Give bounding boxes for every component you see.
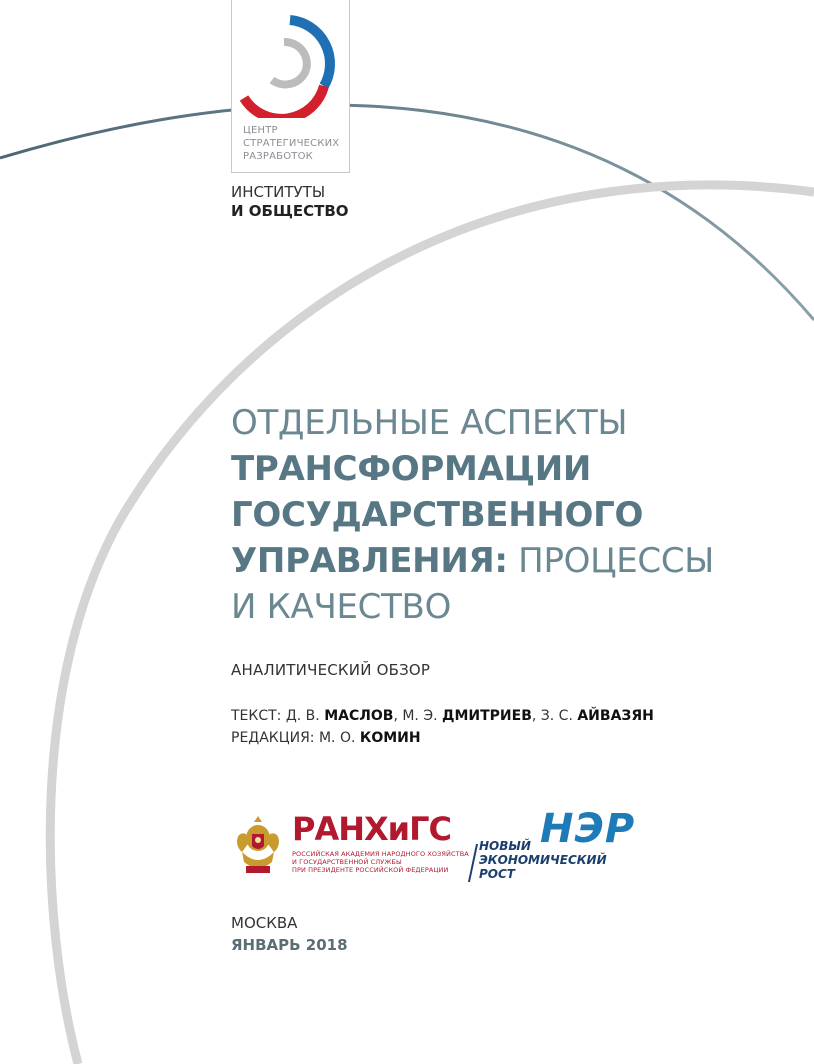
series-line-2: И ОБЩЕСТВО bbox=[231, 202, 349, 220]
editor-label: РЕДАКЦИЯ: М. О. bbox=[231, 730, 360, 746]
title-line-2: ТРАНСФОРМАЦИИ bbox=[231, 449, 592, 489]
ner-word: НОВЫЙ bbox=[479, 839, 531, 853]
ranepa-name: РАНХиГС bbox=[292, 810, 451, 848]
title-line-4-bold: УПРАВЛЕНИЯ: bbox=[231, 541, 508, 581]
author2-name: ДМИТРИЕВ bbox=[442, 708, 532, 724]
ner-divider bbox=[468, 844, 478, 882]
author1-name: МАСЛОВ bbox=[324, 708, 394, 724]
authors-line bbox=[231, 705, 654, 727]
csr-logo-line: СТРАТЕГИЧЕСКИХ bbox=[243, 138, 340, 149]
title-line-3: ГОСУДАРСТВЕННОГО bbox=[231, 495, 644, 535]
ranepa-eagle-emblem-icon bbox=[232, 812, 284, 878]
title-line-4-light: ПРОЦЕССЫ bbox=[507, 541, 714, 581]
thin-arc bbox=[0, 105, 814, 320]
ner-abbr: НЭР bbox=[540, 806, 636, 852]
series-label bbox=[231, 183, 349, 221]
author-separator: , З. С. bbox=[531, 708, 578, 724]
title-line-5: И КАЧЕСТВО bbox=[231, 587, 452, 627]
title-line-4 bbox=[231, 538, 714, 584]
editor-name: КОМИН bbox=[359, 730, 421, 746]
title-line-1: ОТДЕЛЬНЫЕ АСПЕКТЫ bbox=[231, 403, 628, 443]
document-subtitle: АНАЛИТИЧЕСКИЙ ОБЗОР bbox=[231, 661, 431, 679]
credits bbox=[231, 705, 654, 749]
csr-arc-logo-icon bbox=[232, 8, 349, 118]
ranepa-sub-line: РОССИЙСКАЯ АКАДЕМИЯ НАРОДНОГО ХОЗЯЙСТВА bbox=[292, 850, 469, 858]
series-line-1: ИНСТИТУТЫ bbox=[231, 183, 326, 201]
editor-line bbox=[231, 727, 654, 749]
author-separator: , М. Э. bbox=[393, 708, 442, 724]
ner-logo bbox=[466, 806, 646, 885]
csr-logo-line: РАЗРАБОТОК bbox=[243, 151, 313, 162]
author1-initials: Д. В. bbox=[285, 708, 325, 724]
ranepa-subtitle bbox=[292, 850, 469, 874]
csr-logo-line: ЦЕНТР bbox=[243, 125, 278, 136]
publication-date: ЯНВАРЬ 2018 bbox=[231, 936, 348, 954]
csr-logo-text bbox=[243, 124, 339, 163]
ner-words bbox=[479, 839, 607, 881]
csr-logo bbox=[231, 0, 350, 173]
document-title bbox=[231, 400, 714, 630]
ner-word: РОСТ bbox=[479, 867, 515, 881]
ranepa-sub-line: ПРИ ПРЕЗИДЕНТЕ РОССИЙСКОЙ ФЕДЕРАЦИИ bbox=[292, 866, 449, 874]
publication-city: МОСКВА bbox=[231, 914, 298, 932]
ranepa-sub-line: И ГОСУДАРСТВЕННОЙ СЛУЖБЫ bbox=[292, 858, 402, 866]
ner-word: ЭКОНОМИЧЕСКИЙ bbox=[479, 853, 607, 867]
text-label: ТЕКСТ: bbox=[231, 708, 286, 724]
author3-name: АЙВАЗЯН bbox=[577, 708, 654, 724]
